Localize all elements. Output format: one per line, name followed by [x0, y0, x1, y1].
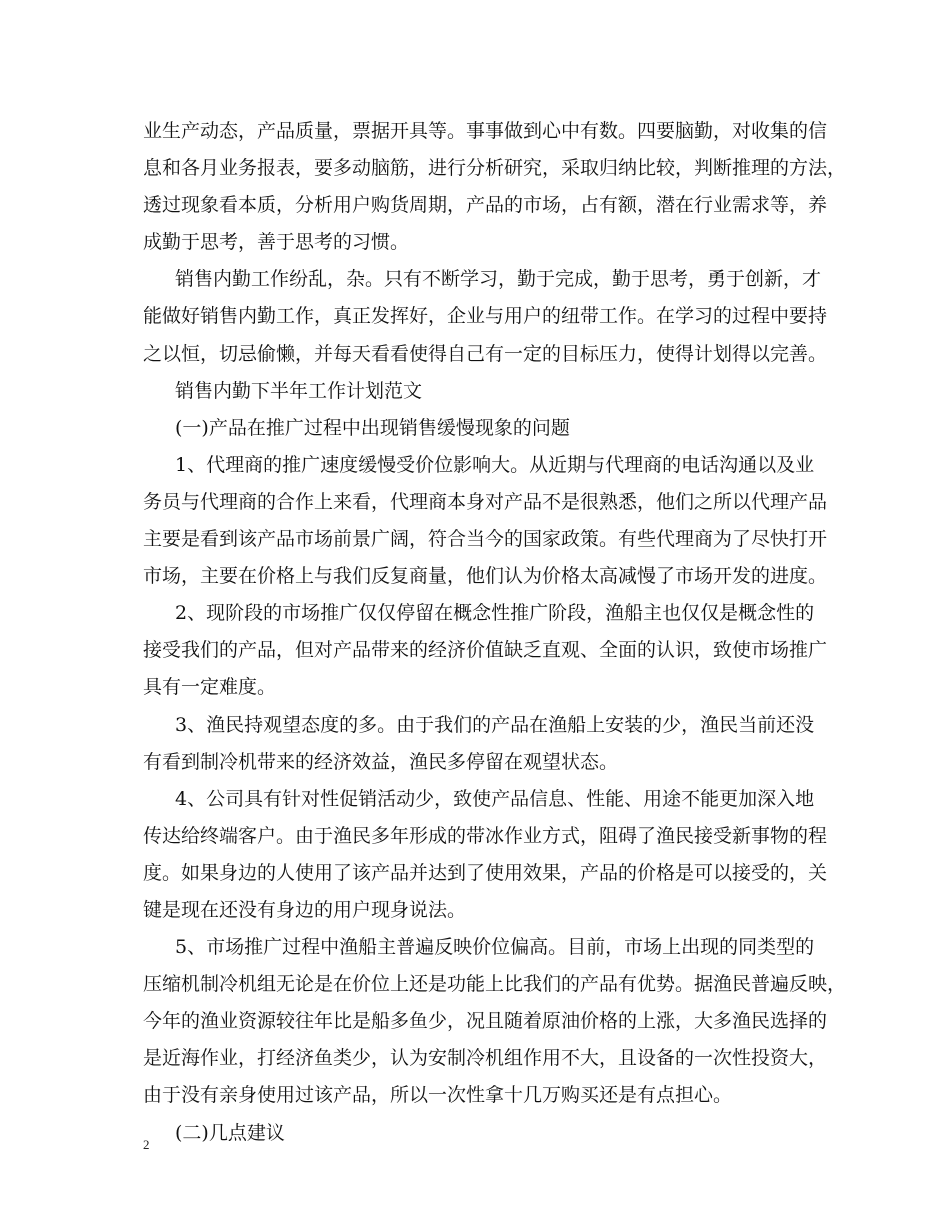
page-number: 2 [143, 1137, 150, 1152]
text-line: 接受我们的产品，但对产品带来的经济价值缺乏直观、全面的认识，致使市场推广 [143, 639, 828, 662]
paragraph-p6 [143, 595, 828, 706]
text-line: 透过现象看本质，分析用户购货周期，产品的市场，占有额，潜在行业需求等，养 [143, 194, 828, 217]
text-line: 今年的渔业资源较往年比是船多鱼少，况且随着原油价格的上涨，大多渔民选择的 [143, 1010, 828, 1033]
text-line: 1、代理商的推广速度缓慢受价位影响大。从近期与代理商的电话沟通以及业 [175, 453, 815, 476]
text-line: 务员与代理商的合作上来看，代理商本身对产品不是很熟悉，他们之所以代理产品 [143, 490, 828, 513]
text-line: 业生产动态，产品质量，票据开具等。事事做到心中有数。四要脑勤，对收集的信 [143, 120, 828, 142]
text-line: 销售内勤工作纷乱，杂。只有不断学习，勤于完成，勤于思考，勇于创新，才 [175, 268, 822, 291]
text-line: 4、公司具有针对性促销活动少，致使产品信息、性能、用途不能更加深入地 [175, 787, 815, 810]
text-line: 销售内勤下半年工作计划范文 [175, 379, 423, 402]
text-line: 3、渔民持观望态度的多。由于我们的产品在渔船上安装的少，渔民当前还没 [175, 713, 815, 736]
text-line: 具有一定难度。 [143, 676, 277, 699]
paragraph-p10 [143, 1115, 815, 1152]
paragraph-p7 [143, 707, 815, 781]
text-line: 有看到制冷机带来的经济效益，渔民多停留在观望状态。 [143, 750, 619, 773]
paragraph-p4 [143, 410, 815, 447]
text-line: 5、市场推广过程中渔船主普遍反映价位偏高。目前，市场上出现的同类型的 [175, 936, 815, 959]
paragraph-p5 [143, 447, 828, 595]
paragraph-p2 [143, 261, 828, 372]
text-line: 息和各月业务报表，要多动脑筋，进行分析研究，采取归纳比较，判断推理的方法， [143, 157, 847, 180]
paragraph-p3 [143, 373, 815, 410]
text-line: 主要是看到该产品市场前景广阔，符合当今的国家政策。有些代理商为了尽快打开 [143, 528, 828, 551]
text-line: 键是现在还没有身边的用户现身说法。 [143, 898, 467, 921]
paragraph-p9 [143, 929, 847, 1114]
text-line: 压缩机制冷机组无论是在价位上还是功能上比我们的产品有优势。据渔民普遍反映， [143, 973, 847, 996]
paragraph-p8 [143, 781, 828, 929]
paragraph-p1 [143, 113, 847, 261]
text-line: (二)几点建议 [175, 1121, 285, 1144]
text-line: 度。如果身边的人使用了该产品并达到了使用效果，产品的价格是可以接受的，关 [143, 861, 828, 884]
text-line: 成勤于思考，善于思考的习惯。 [143, 231, 410, 254]
text-line: 之以恒，切忌偷懒，并每天看看使得自己有一定的目标压力，使得计划得以完善。 [143, 342, 828, 365]
text-line: 市场，主要在价格上与我们反复商量，他们认为价格太高减慢了市场开发的进度。 [143, 565, 828, 588]
text-line: 传达给终端客户。由于渔民多年形成的带冰作业方式，阻碍了渔民接受新事物的程 [143, 824, 828, 847]
text-line: 能做好销售内勤工作，真正发挥好，企业与用户的纽带工作。在学习的过程中要持 [143, 305, 828, 328]
text-line: (一)产品在推广过程中出现销售缓慢现象的问题 [175, 416, 570, 439]
document-body [143, 113, 847, 1152]
text-line: 2、现阶段的市场推广仅仅停留在概念性推广阶段，渔船主也仅仅是概念性的 [175, 602, 815, 625]
text-line: 是近海作业，打经济鱼类少，认为安制冷机组作用不大，且设备的一次性投资大， [143, 1047, 828, 1070]
text-line: 由于没有亲身使用过该产品，所以一次性拿十几万购买还是有点担心。 [143, 1084, 733, 1107]
